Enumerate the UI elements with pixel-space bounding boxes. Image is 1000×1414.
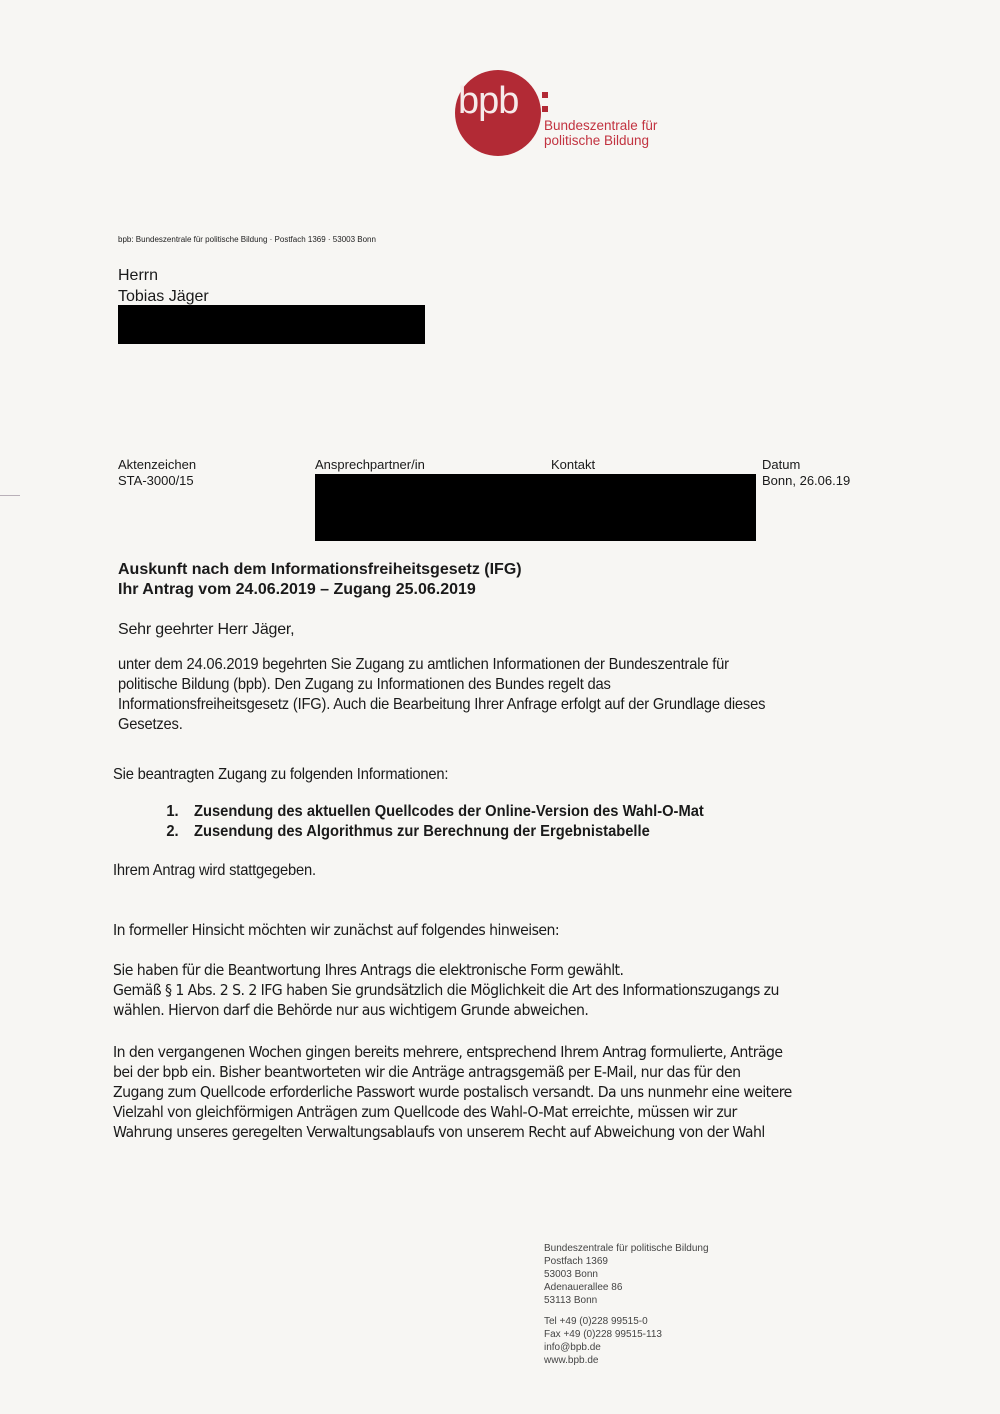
aktenzeichen: Aktenzeichen STA-3000/15 xyxy=(118,457,197,488)
kontakt-label: Kontakt xyxy=(551,457,596,472)
recipient-address xyxy=(118,265,209,307)
recipient-salutation: Herrn xyxy=(118,267,159,284)
greeting: Sehr geehrter Herr Jäger, xyxy=(118,621,295,638)
redacted-contact xyxy=(315,474,756,541)
redacted-address xyxy=(118,305,425,344)
paragraph-formal-note: In formeller Hinsicht möchten wir zunächst auf folgendes hinweisen: xyxy=(113,921,560,939)
logo-colon-icon xyxy=(542,92,550,120)
footer-website: www.bpb.de xyxy=(544,1355,599,1366)
org-name: Bundeszentrale für politische Bildung xyxy=(544,118,658,148)
sender-return-line: bpb: Bundeszentrale für politische Bildung · Postfach 1369 · 53003 Bonn xyxy=(118,235,376,244)
footer-fax: Fax +49 (0)228 99515-113 xyxy=(544,1329,662,1340)
ansprechpartner-label: Ansprechpartner/in xyxy=(315,457,425,472)
paragraph-request-intro: Sie beantragten Zugang zu folgenden Informationen: xyxy=(113,766,449,783)
bpb-logo-text: bpb xyxy=(458,80,519,122)
footer-email: info@bpb.de xyxy=(544,1342,601,1353)
list-item: 2. Zusendung des Algorithmus zur Berechnung der Ergebnistabelle xyxy=(166,823,650,840)
paragraph-intro: unter dem 24.06.2019 begehrten Sie Zugang zu amtlichen Informationen der Bundeszentrale für politische Bildung (bpb). Den Zugang zu Informationen des Bundes regelt das Informationsfreiheitsgesetz (IFG). Auch die Bearbeitung Ihrer Anfrage erfolgt auf der Grundlage dieses Gesetzes. xyxy=(118,656,766,733)
recipient-name: Tobias Jäger xyxy=(118,288,209,305)
footer-address: Bundeszentrale für politische Bildung Postfach 1369 53003 Bonn Adenauerallee 86 53113 Bonn Tel +49 (0)228 99515-0 Fax +49 (0)228 99515-113 info@bpb.de www.bpb.de xyxy=(544,1243,709,1366)
paragraph-granted: Ihrem Antrag wird stattgegeben. xyxy=(113,862,316,879)
datum: Datum Bonn, 26.06.19 xyxy=(762,457,851,488)
footer-phone: Tel +49 (0)228 99515-0 xyxy=(544,1316,648,1327)
fold-mark xyxy=(0,495,20,496)
requested-items-list xyxy=(166,802,703,842)
paragraph-electronic-form: Sie haben für die Beantwortung Ihres Antrags die elektronische Form gewählt. Gemäß § 1 Abs. 2 S. 2 IFG haben Sie grundsätzlich die Möglichkeit die Art des Informationszugangs zu wählen. Hiervon darf die Behörde nur aus wichtigem Grunde abweichen. xyxy=(113,961,779,1019)
letter-subject: Auskunft nach dem Informationsfreiheitsgesetz (IFG) Ihr Antrag vom 24.06.2019 – Zugang 25.06.2019 xyxy=(118,561,522,598)
list-item: 1. Zusendung des aktuellen Quellcodes der Online-Version des Wahl-O-Mat xyxy=(166,803,704,820)
paragraph-previous-requests: In den vergangenen Wochen gingen bereits mehrere, entsprechend Ihrem Antrag formulierte, Anträge bei der bpb ein. Bisher beantworteten wir die Anträge antragsgemäß per E-Mail, nur das für den Zugang zum Quellcode erforderliche Passwort wurde postalisch versandt. Da uns nunmehr eine weitere Vielzahl von gleichförmigen Anträgen zum Quellcode des Wahl-O-Mat erreichte, müssen wir zur Wahrung unseres geregelten Verwaltungsablaufs von unserem Recht auf Abweichung von der Wahl xyxy=(113,1043,792,1141)
